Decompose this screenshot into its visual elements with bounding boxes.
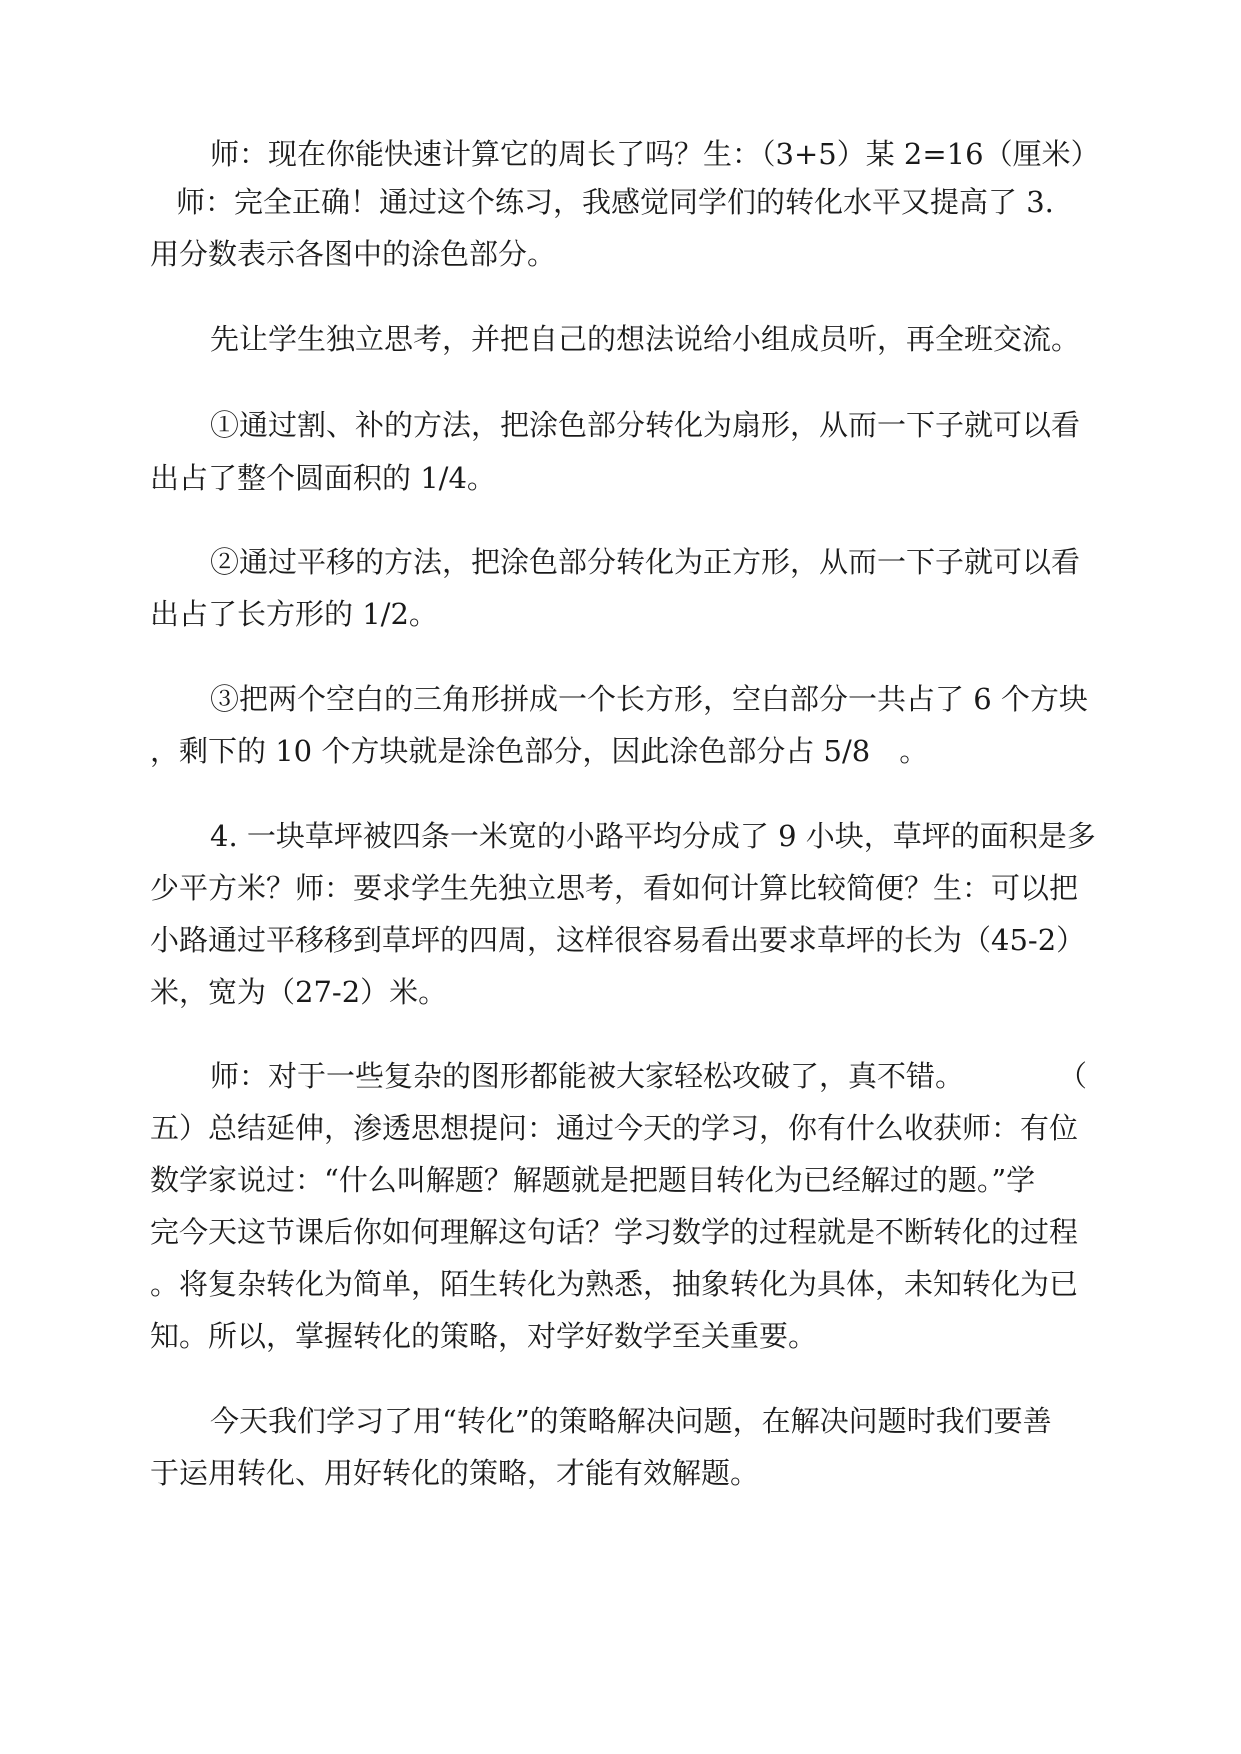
text-line: 完今天这节课后你如何理解这句话？学习数学的过程就是不断转化的过程	[150, 1215, 1079, 1249]
text-line: 于运用转化、用好转化的策略，才能有效解题。	[150, 1456, 760, 1490]
text-line: 小路通过平移移到草坪的四周，这样很容易看出要求草坪的长为（45-2）	[150, 923, 1086, 957]
text-line: 米，宽为（27-2）米。	[150, 975, 448, 1009]
text-line: 4. 一块草坪被四条一米宽的小路平均分成了 9 小块，草坪的面积是多	[210, 819, 1096, 853]
text-line: 知。所以，掌握转化的策略，对学好数学至关重要。	[150, 1319, 818, 1353]
text-line: 少平方米？师：要求学生先独立思考，看如何计算比较简便？生：可以把	[150, 871, 1079, 905]
text-line: 今天我们学习了用“转化”的策略解决问题，在解决问题时我们要善	[210, 1404, 1052, 1438]
text-line: 先让学生独立思考，并把自己的想法说给小组成员听，再全班交流。	[210, 322, 1081, 356]
text-line: ①通过割、补的方法，把涂色部分转化为扇形，从而一下子就可以看	[210, 408, 1081, 442]
text-line: ，剩下的 10 个方块就是涂色部分，因此涂色部分占 5/8 。	[150, 734, 929, 768]
text-line: （	[1058, 1059, 1088, 1093]
text-line: 数学家说过：“什么叫解题？解题就是把题目转化为已经解过的题。”学	[150, 1163, 1036, 1197]
text-line: 师：现在你能快速计算它的周长了吗？生：（3+5）某 2=16（厘米）	[210, 137, 1100, 171]
text-line: 师：完全正确！通过这个练习，我感觉同学们的转化水平又提高了 3.	[176, 185, 1054, 219]
text-line: ③把两个空白的三角形拼成一个长方形，空白部分一共占了 6 个方块	[210, 682, 1088, 716]
text-line: 出占了长方形的 1/2。	[150, 597, 438, 631]
text-line: 师：对于一些复杂的图形都能被大家轻松攻破了，真不错。	[210, 1059, 965, 1093]
text-line: 用分数表示各图中的涂色部分。	[150, 237, 557, 271]
text-line: 。将复杂转化为简单，陌生转化为熟悉，抽象转化为具体，未知转化为已	[150, 1267, 1079, 1301]
text-line: 出占了整个圆面积的 1/4。	[150, 461, 496, 495]
text-line: 五）总结延伸，渗透思想提问：通过今天的学习，你有什么收获师：有位	[150, 1111, 1079, 1145]
text-line: ②通过平移的方法，把涂色部分转化为正方形，从而一下子就可以看	[210, 545, 1081, 579]
